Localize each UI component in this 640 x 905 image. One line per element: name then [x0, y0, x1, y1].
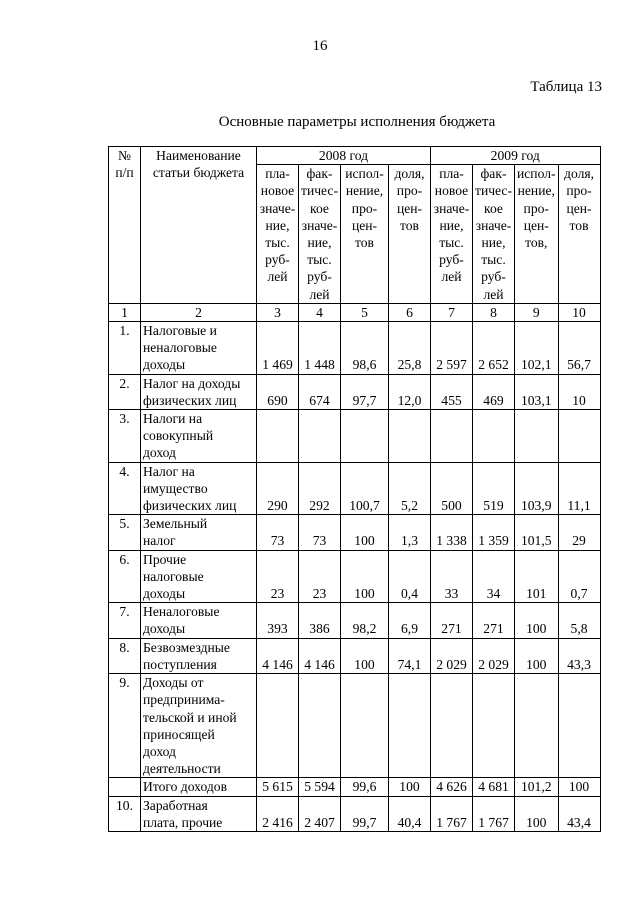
row-value: 100 — [341, 550, 389, 603]
table-row — [109, 638, 601, 673]
header-subcolumn: пла- новое значе- ние, тыс. руб- лей — [257, 165, 299, 304]
row-value — [389, 410, 431, 463]
row-value: 393 — [257, 603, 299, 638]
header-num: № п/п — [109, 147, 141, 304]
row-value: 23 — [257, 550, 299, 603]
row-value: 519 — [473, 462, 515, 515]
row-value: 25,8 — [389, 322, 431, 375]
row-value: 103,1 — [515, 374, 559, 409]
row-value: 4 626 — [431, 778, 473, 796]
row-value: 100,7 — [341, 462, 389, 515]
row-name: Итого доходов — [141, 778, 257, 796]
row-value: 98,6 — [341, 322, 389, 375]
row-value: 43,3 — [558, 638, 600, 673]
row-value: 101,2 — [515, 778, 559, 796]
column-number: 4 — [299, 303, 341, 321]
table-row — [109, 515, 601, 550]
row-number: 4. — [109, 462, 141, 515]
row-name: Безвозмездные поступления — [141, 638, 257, 673]
header-subcolumn: доля, про- цен- тов — [558, 165, 600, 304]
row-value — [558, 410, 600, 463]
header-subcolumn: фак- тичес- кое значе- ние, тыс. руб- лей — [473, 165, 515, 304]
row-value: 102,1 — [515, 322, 559, 375]
header-row-years — [109, 147, 601, 165]
row-value: 101 — [515, 550, 559, 603]
row-value — [257, 410, 299, 463]
row-value: 99,6 — [341, 778, 389, 796]
column-number: 2 — [141, 303, 257, 321]
row-value: 1 448 — [299, 322, 341, 375]
row-number: 5. — [109, 515, 141, 550]
row-value: 1 359 — [473, 515, 515, 550]
table-row — [109, 796, 601, 831]
header-subcolumn: фак- тичес- кое значе- ние, тыс. руб- лей — [299, 165, 341, 304]
row-value: 290 — [257, 462, 299, 515]
row-value — [341, 674, 389, 778]
column-number: 5 — [341, 303, 389, 321]
table-row — [109, 550, 601, 603]
header-year-2008: 2008 год — [257, 147, 431, 165]
row-number: 3. — [109, 410, 141, 463]
row-value: 2 416 — [257, 796, 299, 831]
row-value: 5 594 — [299, 778, 341, 796]
row-value — [257, 674, 299, 778]
row-value: 101,5 — [515, 515, 559, 550]
row-number: 6. — [109, 550, 141, 603]
row-value: 103,9 — [515, 462, 559, 515]
row-value: 0,7 — [558, 550, 600, 603]
row-value: 1 767 — [431, 796, 473, 831]
row-name: Прочие налоговые доходы — [141, 550, 257, 603]
row-value: 29 — [558, 515, 600, 550]
budget-table — [108, 146, 601, 832]
row-value: 100 — [515, 603, 559, 638]
row-name: Земельный налог — [141, 515, 257, 550]
table-title: Основные параметры исполнения бюджета — [218, 114, 496, 130]
row-value — [431, 674, 473, 778]
row-value — [515, 674, 559, 778]
row-value — [299, 410, 341, 463]
row-value: 5 615 — [257, 778, 299, 796]
row-value: 74,1 — [389, 638, 431, 673]
header-name: Наименование статьи бюджета — [141, 147, 257, 304]
row-value: 690 — [257, 374, 299, 409]
row-value: 6,9 — [389, 603, 431, 638]
table-row — [109, 410, 601, 463]
row-name: Налоги на совокупный доход — [141, 410, 257, 463]
row-value: 5,8 — [558, 603, 600, 638]
row-name: Неналоговые доходы — [141, 603, 257, 638]
header-year-2009: 2009 год — [431, 147, 601, 165]
row-value: 469 — [473, 374, 515, 409]
row-value — [341, 410, 389, 463]
row-value: 2 597 — [431, 322, 473, 375]
row-value — [558, 674, 600, 778]
row-name: Заработная плата, прочие — [141, 796, 257, 831]
row-value: 1 767 — [473, 796, 515, 831]
column-number: 10 — [558, 303, 600, 321]
column-number: 6 — [389, 303, 431, 321]
row-value: 1,3 — [389, 515, 431, 550]
row-value — [515, 410, 559, 463]
row-value: 40,4 — [389, 796, 431, 831]
header-subcolumn: доля, про- цен- тов — [389, 165, 431, 304]
row-value: 4 146 — [299, 638, 341, 673]
row-name: Доходы от предпринима- тельской и иной приносящей доход деятельности — [141, 674, 257, 778]
header-subcolumn: пла- новое значе- ние, тыс. руб- лей — [431, 165, 473, 304]
row-value: 2 029 — [431, 638, 473, 673]
column-number: 8 — [473, 303, 515, 321]
row-value: 2 652 — [473, 322, 515, 375]
row-value: 56,7 — [558, 322, 600, 375]
row-number: 1. — [109, 322, 141, 375]
table-row — [109, 374, 601, 409]
column-number: 9 — [515, 303, 559, 321]
row-value: 100 — [341, 515, 389, 550]
row-name: Налог на доходы физических лиц — [141, 374, 257, 409]
row-value: 100 — [515, 796, 559, 831]
row-value: 2 029 — [473, 638, 515, 673]
row-value — [299, 674, 341, 778]
table-label: Таблица 13 — [530, 79, 602, 95]
column-number: 1 — [109, 303, 141, 321]
row-value: 10 — [558, 374, 600, 409]
row-value — [473, 410, 515, 463]
row-value: 100 — [558, 778, 600, 796]
column-number: 3 — [257, 303, 299, 321]
row-value: 34 — [473, 550, 515, 603]
row-value: 5,2 — [389, 462, 431, 515]
row-value: 1 469 — [257, 322, 299, 375]
row-value: 455 — [431, 374, 473, 409]
row-value: 97,7 — [341, 374, 389, 409]
column-numbers-row — [109, 303, 601, 321]
row-value: 292 — [299, 462, 341, 515]
row-value: 33 — [431, 550, 473, 603]
row-value — [431, 410, 473, 463]
row-value: 73 — [299, 515, 341, 550]
row-number: 7. — [109, 603, 141, 638]
row-value: 0,4 — [389, 550, 431, 603]
row-number — [109, 778, 141, 796]
header-subcolumn: испол- нение, про- цен- тов, — [515, 165, 559, 304]
row-value: 1 338 — [431, 515, 473, 550]
row-value: 100 — [515, 638, 559, 673]
row-number: 2. — [109, 374, 141, 409]
table-row — [109, 674, 601, 778]
row-value: 43,4 — [558, 796, 600, 831]
row-value: 12,0 — [389, 374, 431, 409]
row-value: 271 — [473, 603, 515, 638]
row-value: 23 — [299, 550, 341, 603]
row-number: 8. — [109, 638, 141, 673]
row-value: 4 681 — [473, 778, 515, 796]
row-value: 674 — [299, 374, 341, 409]
row-value — [473, 674, 515, 778]
table-row — [109, 778, 601, 796]
row-value: 11,1 — [558, 462, 600, 515]
row-value: 98,2 — [341, 603, 389, 638]
row-value: 2 407 — [299, 796, 341, 831]
row-value: 99,7 — [341, 796, 389, 831]
row-value — [389, 674, 431, 778]
row-value: 100 — [341, 638, 389, 673]
row-value: 100 — [389, 778, 431, 796]
header-subcolumn: испол- нение, про- цен- тов — [341, 165, 389, 304]
row-name: Налог на имущество физических лиц — [141, 462, 257, 515]
row-value: 386 — [299, 603, 341, 638]
row-value: 4 146 — [257, 638, 299, 673]
page-number: 16 — [312, 38, 328, 54]
row-name: Налоговые и неналоговые доходы — [141, 322, 257, 375]
row-value: 500 — [431, 462, 473, 515]
table-row — [109, 462, 601, 515]
row-number: 9. — [109, 674, 141, 778]
table-row — [109, 322, 601, 375]
column-number: 7 — [431, 303, 473, 321]
table-row — [109, 603, 601, 638]
row-number: 10. — [109, 796, 141, 831]
row-value: 271 — [431, 603, 473, 638]
row-value: 73 — [257, 515, 299, 550]
